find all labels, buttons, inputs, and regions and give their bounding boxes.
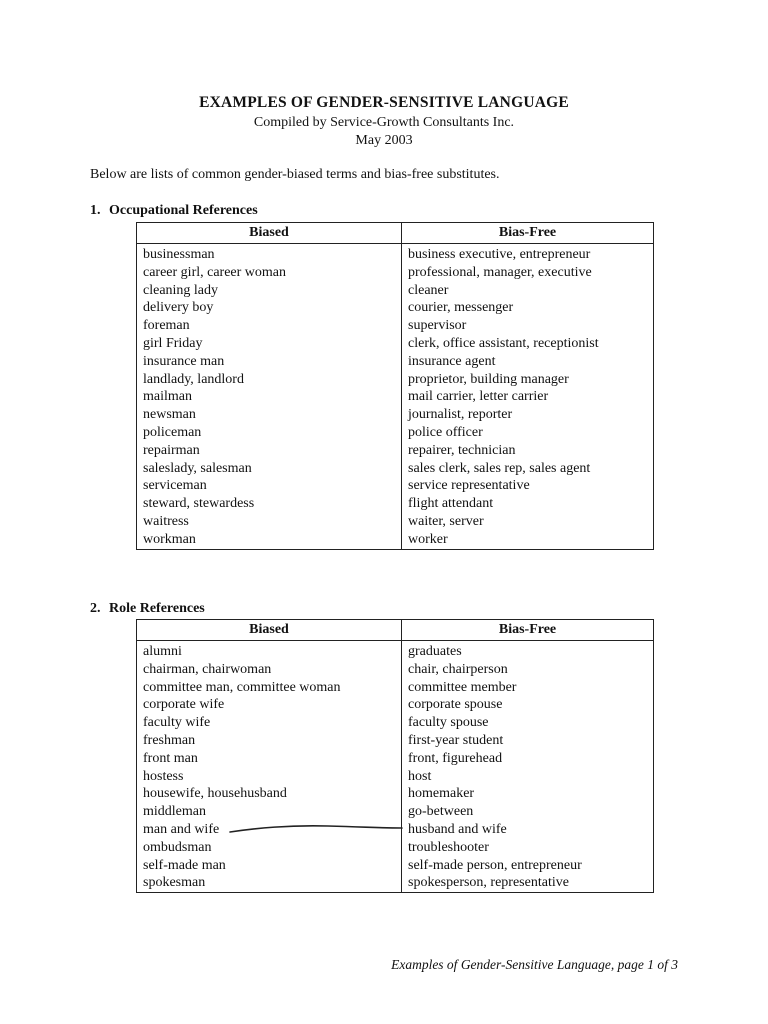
table-row: [137, 641, 654, 661]
bias-free-term-cell: proprietor, building manager: [402, 371, 654, 389]
table-row: [137, 696, 654, 714]
biased-term-cell: landlady, landlord: [137, 371, 402, 389]
biased-term-cell: foreman: [137, 317, 402, 335]
table-row: [137, 513, 654, 531]
biased-term-cell: steward, stewardess: [137, 495, 402, 513]
bias-free-term-cell: service representative: [402, 477, 654, 495]
biased-term-cell: girl Friday: [137, 335, 402, 353]
bias-free-term-cell: professional, manager, executive: [402, 264, 654, 282]
bias-free-term-cell: flight attendant: [402, 495, 654, 513]
table-row: [137, 874, 654, 892]
page-footer: Examples of Gender-Sensitive Language, page 1 of 3: [391, 957, 678, 972]
bias-free-term-cell: business executive, entrepreneur: [402, 244, 654, 264]
biased-term-cell: mailman: [137, 388, 402, 406]
section-heading-occupational: [90, 203, 258, 219]
table-row: [137, 317, 654, 335]
column-header-bias-free: Bias-Free: [402, 223, 654, 244]
table-row: [137, 442, 654, 460]
table-row: [137, 803, 654, 821]
table-row: [137, 839, 654, 857]
bias-free-term-cell: corporate spouse: [402, 696, 654, 714]
bias-free-term-cell: committee member: [402, 679, 654, 697]
column-header-biased: Biased: [137, 223, 402, 244]
table-row: [137, 335, 654, 353]
biased-term-cell: hostess: [137, 768, 402, 786]
biased-term-cell: saleslady, salesman: [137, 460, 402, 478]
bias-free-term-cell: go-between: [402, 803, 654, 821]
table-row: [137, 768, 654, 786]
biased-term-cell: workman: [137, 531, 402, 549]
handwritten-pen-stroke: [228, 820, 404, 840]
bias-free-term-cell: worker: [402, 531, 654, 549]
table-row: [137, 264, 654, 282]
bias-free-term-cell: self-made person, entrepreneur: [402, 857, 654, 875]
bias-free-term-cell: front, figurehead: [402, 750, 654, 768]
compiled-by-line: Compiled by Service-Growth Consultants Inc.: [253, 115, 515, 130]
bias-free-term-cell: husband and wife: [402, 821, 654, 839]
biased-term-cell: faculty wife: [137, 714, 402, 732]
biased-term-cell: chairman, chairwoman: [137, 661, 402, 679]
biased-term-cell: freshman: [137, 732, 402, 750]
biased-term-cell: front man: [137, 750, 402, 768]
table-row: [137, 495, 654, 513]
bias-free-term-cell: waiter, server: [402, 513, 654, 531]
table-row: [137, 353, 654, 371]
bias-free-term-cell: faculty spouse: [402, 714, 654, 732]
biased-term-cell: self-made man: [137, 857, 402, 875]
biased-term-cell: insurance man: [137, 353, 402, 371]
table-row: [137, 661, 654, 679]
column-header-bias-free: Bias-Free: [402, 620, 654, 641]
bias-free-term-cell: sales clerk, sales rep, sales agent: [402, 460, 654, 478]
section-number: 1.: [90, 203, 101, 218]
section-number: 2.: [90, 601, 101, 616]
bias-free-term-cell: insurance agent: [402, 353, 654, 371]
bias-free-term-cell: spokesperson, representative: [402, 874, 654, 892]
table-row: [137, 679, 654, 697]
table-row: [137, 424, 654, 442]
table-row: [137, 785, 654, 803]
role-references-table: [136, 619, 654, 893]
document-subtitle: [0, 114, 768, 150]
biased-term-cell: policeman: [137, 424, 402, 442]
bias-free-term-cell: host: [402, 768, 654, 786]
biased-term-cell: housewife, househusband: [137, 785, 402, 803]
biased-term-cell: man and wife: [137, 821, 402, 839]
bias-free-term-cell: mail carrier, letter carrier: [402, 388, 654, 406]
intro-paragraph: Below are lists of common gender-biased terms and bias-free substitutes.: [90, 167, 500, 182]
table-header-row: [137, 620, 654, 641]
document-title: EXAMPLES OF GENDER-SENSITIVE LANGUAGE: [199, 94, 569, 111]
section-title: Occupational References: [109, 203, 258, 218]
bias-free-term-cell: supervisor: [402, 317, 654, 335]
biased-term-cell: ombudsman: [137, 839, 402, 857]
column-header-biased: Biased: [137, 620, 402, 641]
occupational-references-table: [136, 222, 654, 550]
table-row: [137, 244, 654, 264]
biased-term-cell: delivery boy: [137, 299, 402, 317]
biased-term-cell: businessman: [137, 244, 402, 264]
table-row: [137, 714, 654, 732]
table-row: [137, 460, 654, 478]
biased-term-cell: spokesman: [137, 874, 402, 892]
biased-term-cell: corporate wife: [137, 696, 402, 714]
document-date: May 2003: [355, 133, 413, 148]
biased-term-cell: serviceman: [137, 477, 402, 495]
bias-free-term-cell: journalist, reporter: [402, 406, 654, 424]
biased-term-cell: repairman: [137, 442, 402, 460]
table-row: [137, 750, 654, 768]
bias-free-term-cell: repairer, technician: [402, 442, 654, 460]
biased-term-cell: career girl, career woman: [137, 264, 402, 282]
table-row: [137, 857, 654, 875]
biased-term-cell: waitress: [137, 513, 402, 531]
table-row: [137, 282, 654, 300]
biased-term-cell: middleman: [137, 803, 402, 821]
bias-free-term-cell: clerk, office assistant, receptionist: [402, 335, 654, 353]
table-row: [137, 477, 654, 495]
bias-free-term-cell: first-year student: [402, 732, 654, 750]
table-row: [137, 388, 654, 406]
biased-term-cell: cleaning lady: [137, 282, 402, 300]
section-title: Role References: [109, 601, 205, 616]
bias-free-term-cell: cleaner: [402, 282, 654, 300]
table-row: [137, 732, 654, 750]
bias-free-term-cell: police officer: [402, 424, 654, 442]
biased-term-cell: committee man, committee woman: [137, 679, 402, 697]
bias-free-term-cell: homemaker: [402, 785, 654, 803]
section-heading-role: [90, 601, 205, 617]
table-header-row: [137, 223, 654, 244]
bias-free-term-cell: chair, chairperson: [402, 661, 654, 679]
biased-term-cell: newsman: [137, 406, 402, 424]
table-row: [137, 531, 654, 549]
bias-free-term-cell: courier, messenger: [402, 299, 654, 317]
bias-free-term-cell: graduates: [402, 641, 654, 661]
biased-term-cell: alumni: [137, 641, 402, 661]
table-row: [137, 299, 654, 317]
bias-free-term-cell: troubleshooter: [402, 839, 654, 857]
table-row: [137, 406, 654, 424]
table-row: [137, 371, 654, 389]
